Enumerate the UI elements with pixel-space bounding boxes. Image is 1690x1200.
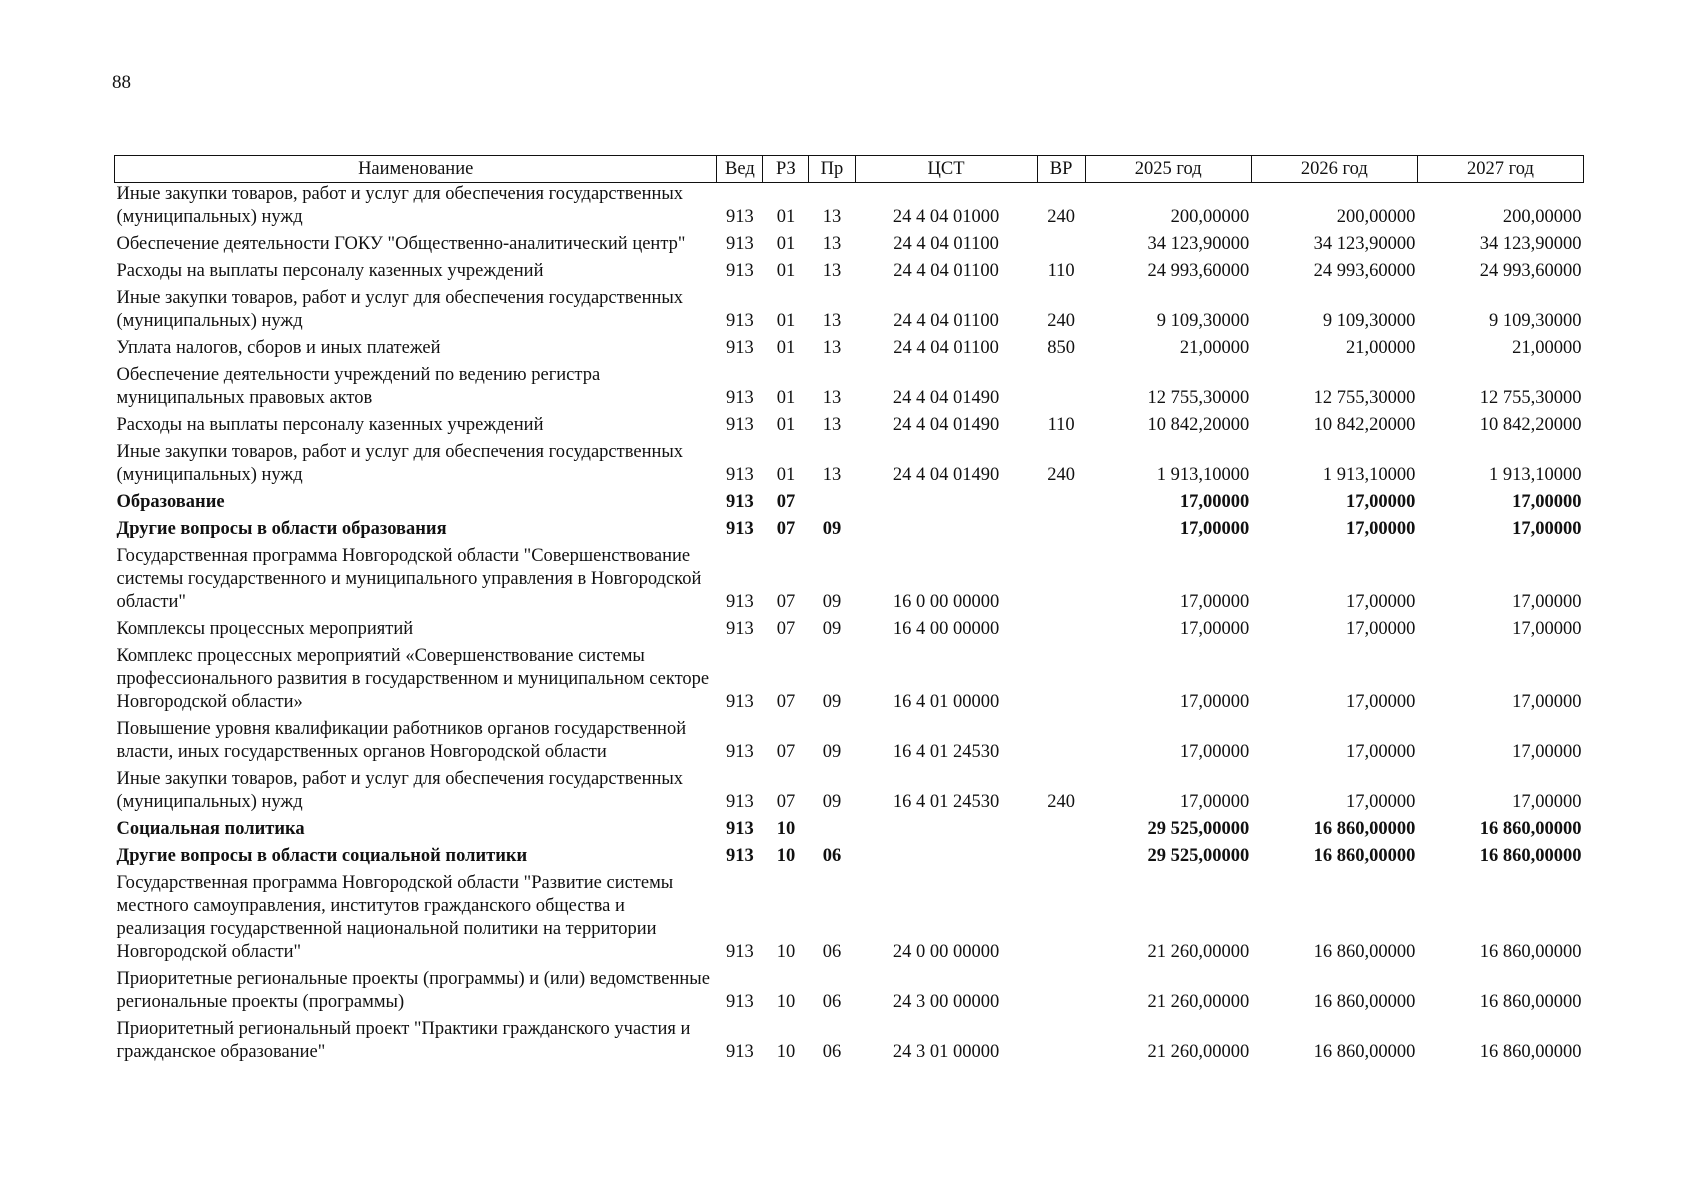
row-amount-2025: 24 993,60000 [1147, 261, 1250, 281]
row-pr: 13 [822, 415, 842, 435]
table-row [115, 764, 1584, 814]
header-pr: Пр [809, 156, 855, 183]
row-cst: 16 4 00 00000 [892, 619, 1000, 639]
row-amount-2025: 34 123,90000 [1147, 234, 1250, 254]
row-name: Уплата налогов, сборов и иных платежей [116, 338, 441, 358]
table-row [115, 229, 1584, 256]
budget-table [114, 155, 1584, 1064]
row-rz: 10 [776, 942, 796, 962]
row-cst: 24 4 04 01100 [893, 234, 999, 254]
row-name: Повышение уровня квалификации работников органов государственной власти, иных государственных органов Новгородской области [116, 719, 687, 762]
row-cst [855, 841, 1037, 868]
row-amount-2025: 10 842,20000 [1147, 415, 1250, 435]
row-name: Другие вопросы в области образования [116, 519, 447, 539]
row-amount-2025: 29 525,00000 [1147, 846, 1250, 866]
row-name: Образование [116, 492, 225, 512]
row-ved: 913 [726, 519, 754, 539]
row-amount-2025: 17,00000 [1179, 742, 1250, 762]
row-name: Приоритетный региональный проект "Практики гражданского участия и гражданское образование" [116, 1019, 691, 1062]
header-rz: РЗ [763, 156, 809, 183]
table-row [115, 1014, 1584, 1064]
row-ved: 913 [726, 619, 754, 639]
row-amount-2025: 1 913,10000 [1156, 465, 1250, 485]
table-row [115, 841, 1584, 868]
row-pr: 06 [822, 1042, 842, 1062]
table-row [115, 333, 1584, 360]
row-pr: 06 [822, 992, 842, 1012]
row-amount-2025: 21,00000 [1179, 338, 1250, 358]
row-amount-2026: 200,00000 [1336, 207, 1416, 227]
row-pr: 13 [822, 261, 842, 281]
row-cst: 24 4 04 01100 [893, 338, 999, 358]
row-pr [809, 814, 855, 841]
row-amount-2026: 9 109,30000 [1322, 311, 1416, 331]
row-vr [1037, 514, 1085, 541]
row-ved: 913 [726, 311, 754, 331]
row-name: Иные закупки товаров, работ и услуг для обеспечения государственных (муниципальных) нужд [116, 769, 684, 812]
row-pr [809, 487, 855, 514]
row-amount-2026: 17,00000 [1345, 792, 1416, 812]
row-amount-2027: 200,00000 [1502, 207, 1582, 227]
row-ved: 913 [726, 942, 754, 962]
row-amount-2025: 17,00000 [1179, 519, 1250, 539]
row-rz: 10 [776, 1042, 796, 1062]
header-2026: 2026 год [1251, 156, 1417, 183]
row-amount-2026: 1 913,10000 [1322, 465, 1416, 485]
header-cst: ЦСТ [855, 156, 1037, 183]
row-cst: 24 4 04 01490 [892, 465, 1000, 485]
row-rz: 01 [776, 311, 796, 331]
row-pr: 13 [822, 338, 842, 358]
row-amount-2027: 34 123,90000 [1479, 234, 1582, 254]
row-amount-2025: 21 260,00000 [1147, 992, 1250, 1012]
row-name: Другие вопросы в области социальной политики [116, 846, 528, 866]
row-amount-2027: 16 860,00000 [1479, 846, 1582, 866]
row-amount-2025: 17,00000 [1179, 792, 1250, 812]
row-cst: 16 0 00 00000 [892, 592, 1000, 612]
row-rz: 10 [776, 819, 796, 839]
row-rz: 07 [776, 619, 796, 639]
row-rz: 07 [776, 519, 796, 539]
row-vr: 110 [1047, 261, 1075, 281]
table-row [115, 283, 1584, 333]
row-pr: 09 [822, 619, 842, 639]
row-ved: 913 [726, 207, 754, 227]
row-amount-2027: 12 755,30000 [1479, 388, 1582, 408]
row-vr: 850 [1047, 338, 1075, 358]
row-name: Обеспечение деятельности ГОКУ "Общественно-аналитический центр" [116, 234, 686, 254]
row-ved: 913 [726, 992, 754, 1012]
row-ved: 913 [726, 742, 754, 762]
row-ved: 913 [726, 1042, 754, 1062]
row-pr: 13 [822, 311, 842, 331]
row-ved: 913 [726, 592, 754, 612]
table-row [115, 714, 1584, 764]
row-name: Комплекс процессных мероприятий «Совершенствование системы профессионального развития в государственном и муниципальном секторе Новгородской области» [116, 646, 710, 712]
row-name: Иные закупки товаров, работ и услуг для обеспечения государственных (муниципальных) нужд [116, 442, 684, 485]
row-vr [1037, 1014, 1085, 1064]
row-amount-2027: 17,00000 [1512, 742, 1582, 762]
row-vr: 240 [1047, 311, 1075, 331]
row-amount-2027: 17,00000 [1512, 519, 1582, 539]
row-rz: 01 [776, 388, 796, 408]
row-ved: 913 [726, 465, 754, 485]
header-name: Наименование [115, 156, 717, 183]
row-rz: 07 [776, 742, 796, 762]
table-row [115, 256, 1584, 283]
row-rz: 01 [776, 415, 796, 435]
row-amount-2027: 10 842,20000 [1479, 415, 1582, 435]
row-amount-2026: 21,00000 [1345, 338, 1416, 358]
row-name: Иные закупки товаров, работ и услуг для обеспечения государственных (муниципальных) нужд [116, 288, 684, 331]
row-cst [855, 487, 1037, 514]
row-amount-2025: 21 260,00000 [1147, 1042, 1250, 1062]
row-name: Расходы на выплаты персоналу казенных учреждений [116, 261, 544, 281]
row-cst [855, 514, 1037, 541]
row-vr: 110 [1047, 415, 1075, 435]
header-vr: ВР [1037, 156, 1085, 183]
row-pr: 09 [822, 692, 842, 712]
row-vr [1037, 841, 1085, 868]
table-row [115, 868, 1584, 964]
row-vr [1037, 868, 1085, 964]
row-amount-2026: 16 860,00000 [1313, 1042, 1416, 1062]
row-cst: 24 0 00 00000 [892, 942, 1000, 962]
row-amount-2026: 17,00000 [1345, 742, 1416, 762]
row-amount-2025: 17,00000 [1179, 592, 1250, 612]
row-cst: 24 4 04 01100 [893, 261, 999, 281]
row-amount-2026: 24 993,60000 [1313, 261, 1416, 281]
row-rz: 10 [776, 846, 796, 866]
row-amount-2027: 1 913,10000 [1489, 465, 1582, 485]
row-amount-2027: 16 860,00000 [1479, 942, 1582, 962]
row-ved: 913 [726, 692, 754, 712]
header-2025: 2025 год [1085, 156, 1251, 183]
row-vr [1037, 229, 1085, 256]
row-amount-2025: 17,00000 [1179, 692, 1250, 712]
row-cst: 16 4 01 24530 [892, 742, 1000, 762]
row-vr [1037, 360, 1085, 410]
row-cst: 24 4 04 01000 [892, 207, 1000, 227]
table-row [115, 514, 1584, 541]
table-row [115, 641, 1584, 714]
row-ved: 913 [726, 388, 754, 408]
row-name: Обеспечение деятельности учреждений по ведению регистра муниципальных правовых актов [116, 365, 601, 408]
table-row [115, 360, 1584, 410]
row-name: Иные закупки товаров, работ и услуг для обеспечения государственных (муниципальных) нужд [116, 184, 684, 227]
row-pr: 09 [822, 742, 842, 762]
row-amount-2025: 29 525,00000 [1147, 819, 1250, 839]
row-cst: 16 4 01 24530 [892, 792, 1000, 812]
row-vr [1037, 641, 1085, 714]
row-ved: 913 [726, 819, 754, 839]
row-name: Расходы на выплаты персоналу казенных учреждений [116, 415, 544, 435]
row-pr: 09 [822, 592, 842, 612]
row-amount-2026: 17,00000 [1345, 592, 1416, 612]
row-pr: 09 [822, 519, 842, 539]
row-amount-2026: 16 860,00000 [1313, 846, 1416, 866]
row-rz: 07 [776, 792, 796, 812]
row-amount-2027: 17,00000 [1512, 692, 1582, 712]
row-amount-2025: 9 109,30000 [1156, 311, 1250, 331]
row-vr: 240 [1047, 465, 1075, 485]
row-rz: 01 [776, 261, 796, 281]
table-row [115, 814, 1584, 841]
row-amount-2026: 17,00000 [1345, 519, 1416, 539]
row-amount-2025: 200,00000 [1170, 207, 1250, 227]
header-2027: 2027 год [1417, 156, 1583, 183]
row-amount-2026: 17,00000 [1345, 492, 1416, 512]
row-vr [1037, 487, 1085, 514]
row-amount-2025: 12 755,30000 [1147, 388, 1250, 408]
row-rz: 10 [776, 992, 796, 1012]
row-amount-2025: 17,00000 [1179, 492, 1250, 512]
row-amount-2026: 16 860,00000 [1313, 819, 1416, 839]
row-name: Комплексы процессных мероприятий [116, 619, 414, 639]
row-pr: 13 [822, 388, 842, 408]
row-amount-2026: 12 755,30000 [1313, 388, 1416, 408]
table-row [115, 487, 1584, 514]
row-pr: 13 [822, 234, 842, 254]
row-amount-2027: 17,00000 [1512, 492, 1582, 512]
row-amount-2026: 17,00000 [1345, 619, 1416, 639]
row-amount-2025: 21 260,00000 [1147, 942, 1250, 962]
row-pr: 09 [822, 792, 842, 812]
row-vr [1037, 541, 1085, 614]
row-ved: 913 [726, 261, 754, 281]
row-name: Социальная политика [116, 819, 305, 839]
row-vr [1037, 814, 1085, 841]
table-body [115, 183, 1584, 1065]
row-name: Государственная программа Новгородской области "Развитие системы местного самоуправления, институтов гражданского общества и реализация государственной национальной политики на территории Новгородской области" [116, 873, 674, 962]
table-row [115, 437, 1584, 487]
row-rz: 01 [776, 207, 796, 227]
row-amount-2026: 16 860,00000 [1313, 992, 1416, 1012]
row-ved: 913 [726, 338, 754, 358]
row-cst: 24 4 04 01490 [892, 415, 1000, 435]
row-amount-2027: 17,00000 [1512, 792, 1582, 812]
row-cst: 24 4 04 01490 [892, 388, 1000, 408]
row-cst: 24 4 04 01100 [893, 311, 999, 331]
row-cst [855, 814, 1037, 841]
row-vr [1037, 614, 1085, 641]
row-ved: 913 [726, 846, 754, 866]
row-amount-2026: 10 842,20000 [1313, 415, 1416, 435]
table-row [115, 410, 1584, 437]
row-vr [1037, 964, 1085, 1014]
row-amount-2027: 16 860,00000 [1479, 992, 1582, 1012]
row-amount-2026: 17,00000 [1345, 692, 1416, 712]
row-amount-2027: 16 860,00000 [1479, 1042, 1582, 1062]
row-cst: 24 3 01 00000 [892, 1042, 1000, 1062]
row-amount-2027: 24 993,60000 [1479, 261, 1582, 281]
row-vr: 240 [1047, 792, 1075, 812]
row-amount-2026: 34 123,90000 [1313, 234, 1416, 254]
row-rz: 01 [776, 465, 796, 485]
row-pr: 06 [822, 942, 842, 962]
row-amount-2027: 21,00000 [1512, 338, 1582, 358]
table-row [115, 183, 1584, 230]
row-rz: 07 [776, 692, 796, 712]
row-amount-2026: 16 860,00000 [1313, 942, 1416, 962]
table-header [115, 156, 1584, 183]
row-cst: 16 4 01 00000 [892, 692, 1000, 712]
row-amount-2025: 17,00000 [1179, 619, 1250, 639]
row-cst: 24 3 00 00000 [892, 992, 1000, 1012]
row-pr: 13 [822, 465, 842, 485]
row-amount-2027: 16 860,00000 [1479, 819, 1582, 839]
row-ved: 913 [726, 415, 754, 435]
row-amount-2027: 9 109,30000 [1489, 311, 1582, 331]
header-ved: Вед [717, 156, 763, 183]
row-vr: 240 [1047, 207, 1075, 227]
table-row [115, 614, 1584, 641]
row-pr: 06 [822, 846, 842, 866]
row-ved: 913 [726, 492, 754, 512]
row-ved: 913 [726, 792, 754, 812]
row-amount-2027: 17,00000 [1512, 592, 1582, 612]
row-vr [1037, 714, 1085, 764]
row-rz: 07 [776, 592, 796, 612]
row-rz: 01 [776, 338, 796, 358]
page-number: 88 [112, 72, 131, 93]
row-rz: 07 [776, 492, 796, 512]
table-row [115, 541, 1584, 614]
row-name: Государственная программа Новгородской области "Совершенствование системы государственного и муниципального управления в Новгородской области" [116, 546, 702, 612]
row-pr: 13 [822, 207, 842, 227]
row-rz: 01 [776, 234, 796, 254]
row-ved: 913 [726, 234, 754, 254]
row-name: Приоритетные региональные проекты (программы) и (или) ведомственные региональные проекты (программы) [116, 969, 710, 1012]
table-row [115, 964, 1584, 1014]
row-amount-2027: 17,00000 [1512, 619, 1582, 639]
